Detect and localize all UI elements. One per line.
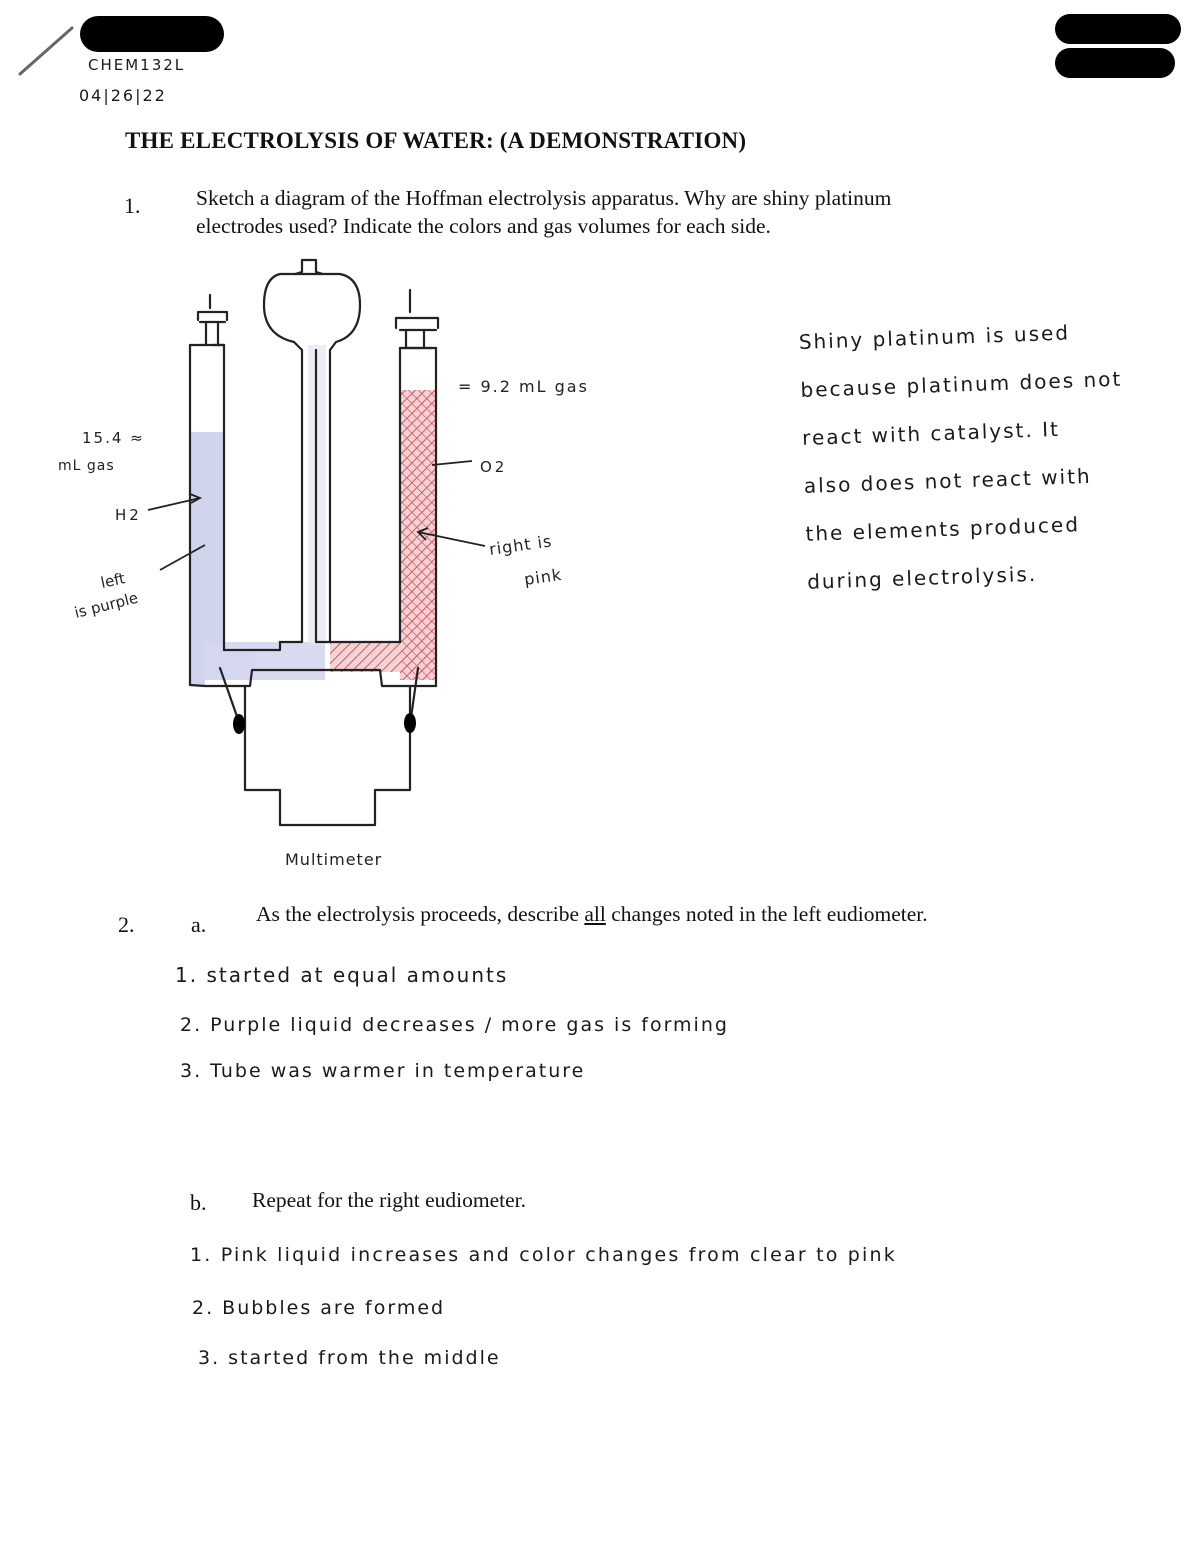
left-electrode xyxy=(233,714,245,734)
right-color-label-1: right is xyxy=(487,531,554,559)
question-1-line-2: electrodes used? Indicate the colors and gas volumes for each side. xyxy=(196,214,771,238)
answer-1-line: react with catalyst. It xyxy=(801,416,1061,450)
answer-2b-line-1: 1. Pink liquid increases and color changes from clear to pink xyxy=(190,1244,897,1266)
left-color-label-2: is purple xyxy=(72,588,140,622)
redacted-score-top xyxy=(1055,14,1181,44)
left-volume-label: 15.4 ≈ xyxy=(82,429,145,447)
question-1-number: 1. xyxy=(124,193,141,218)
meter-label: Multimeter xyxy=(285,850,383,869)
answer-1-line: because platinum does not xyxy=(800,366,1123,402)
answer-1-line: Shiny platinum is used xyxy=(798,320,1071,354)
pen-stroke-mark xyxy=(14,22,78,78)
answer-1-block xyxy=(798,307,1130,606)
question-2b-text: Repeat for the right eudiometer. xyxy=(252,1188,527,1212)
question-2a-text: As the electrolysis proceeds, describe all changes noted in the left eudiometer. xyxy=(256,902,928,926)
answer-2b-line-2: 2. Bubbles are formed xyxy=(192,1297,446,1319)
answer-1-line: during electrolysis. xyxy=(806,561,1038,594)
hoffman-apparatus-diagram xyxy=(40,250,680,890)
question-2a-letter: a. xyxy=(191,912,207,937)
right-color-label-2: pink xyxy=(522,564,564,589)
redacted-name xyxy=(80,16,224,52)
right-electrode xyxy=(404,713,416,733)
question-2b-letter: b. xyxy=(190,1190,207,1215)
emphasis-all: all xyxy=(584,902,606,926)
left-color-label-1: left xyxy=(99,569,127,592)
bottom-connector-right-fill xyxy=(330,642,402,672)
answer-1-line: also does not react with xyxy=(803,463,1093,498)
right-gas-label: O2 xyxy=(480,458,508,476)
question-1-line-1: Sketch a diagram of the Hoffman electrolysis apparatus. Why are shiny platinum xyxy=(196,186,892,210)
left-volume-unit: mL gas xyxy=(58,458,115,474)
question-2-number: 2. xyxy=(118,912,135,937)
redacted-score-bottom xyxy=(1055,48,1175,78)
answer-2a-line-2: 2. Purple liquid decreases / more gas is forming xyxy=(180,1014,729,1036)
answer-2b-line-3: 3. started from the middle xyxy=(198,1347,501,1369)
left-gas-label: H2 xyxy=(115,506,142,524)
answer-2a-line-3: 3. Tube was warmer in temperature xyxy=(180,1060,586,1082)
course-code: CHEM132L xyxy=(88,56,186,74)
right-volume-label: = 9.2 mL gas xyxy=(458,377,589,396)
date: 04|26|22 xyxy=(79,86,167,105)
answer-1-line: the elements produced xyxy=(805,512,1081,546)
question-1-text xyxy=(196,184,1076,240)
answer-2a-line-1: 1. started at equal amounts xyxy=(175,963,509,987)
page-title: THE ELECTROLYSIS OF WATER: (A DEMONSTRATION) xyxy=(125,128,747,153)
